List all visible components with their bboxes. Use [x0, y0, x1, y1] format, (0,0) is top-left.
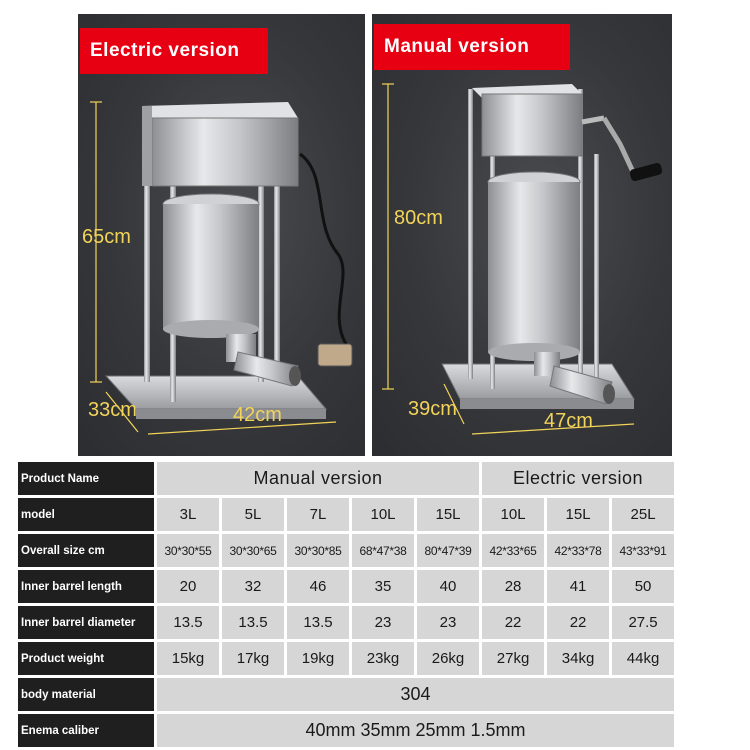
table-cell: 43*33*91 [612, 534, 674, 567]
manual-depth-dimension: 39cm [408, 398, 457, 420]
row-label: Overall size cm [18, 534, 154, 567]
table-cell: 15L [417, 498, 479, 531]
table-cell: 13.5 [222, 606, 284, 639]
table-cell: 34kg [547, 642, 609, 675]
table-cell: 23 [352, 606, 414, 639]
table-cell: 10L [482, 498, 544, 531]
table-cell: 30*30*85 [287, 534, 349, 567]
table-cell: 40 [417, 570, 479, 603]
electric-version-tag: Electric version [80, 28, 268, 74]
table-cell: 22 [547, 606, 609, 639]
electric-product-photo [78, 14, 365, 456]
manual-version-tag: Manual version [374, 24, 570, 70]
table-cell: 5L [222, 498, 284, 531]
manual-height-dimension: 80cm [394, 207, 443, 229]
row-label: body material [18, 678, 154, 711]
table-cell: 23kg [352, 642, 414, 675]
electric-width-dimension: 42cm [233, 404, 282, 426]
table-cell: 28 [482, 570, 544, 603]
table-cell: 30*30*65 [222, 534, 284, 567]
table-cell: 20 [157, 570, 219, 603]
manual-product-photo [372, 14, 672, 456]
table-cell: 35 [352, 570, 414, 603]
table-row-product-weight [18, 642, 674, 675]
table-cell: 42*33*78 [547, 534, 609, 567]
table-cell: 25L [612, 498, 674, 531]
table-cell: 15L [547, 498, 609, 531]
table-cell: 50 [612, 570, 674, 603]
table-cell: 22 [482, 606, 544, 639]
spec-table [15, 459, 677, 750]
table-cell: 41 [547, 570, 609, 603]
product-name-label: Product Name [18, 462, 154, 495]
row-label: Product weight [18, 642, 154, 675]
table-cell: 13.5 [157, 606, 219, 639]
body-material-value: 304 [157, 678, 674, 711]
table-cell: 26kg [417, 642, 479, 675]
table-row-enema-caliber [18, 714, 674, 747]
table-row-overall-size [18, 534, 674, 567]
table-row-model [18, 498, 674, 531]
table-cell: 27kg [482, 642, 544, 675]
table-row-barrel-diameter [18, 606, 674, 639]
table-cell: 3L [157, 498, 219, 531]
electric-depth-dimension: 33cm [88, 399, 137, 421]
table-cell: 30*30*55 [157, 534, 219, 567]
manual-version-header: Manual version [157, 462, 479, 495]
enema-caliber-value: 40mm 35mm 25mm 1.5mm [157, 714, 674, 747]
row-label: Inner barrel length [18, 570, 154, 603]
table-cell: 23 [417, 606, 479, 639]
table-cell: 10L [352, 498, 414, 531]
row-label: model [18, 498, 154, 531]
table-header-row [18, 462, 674, 495]
table-cell: 27.5 [612, 606, 674, 639]
table-cell: 32 [222, 570, 284, 603]
table-cell: 68*47*38 [352, 534, 414, 567]
table-row-body-material [18, 678, 674, 711]
electric-version-header: Electric version [482, 462, 674, 495]
row-label: Enema caliber [18, 714, 154, 747]
manual-width-dimension: 47cm [544, 410, 593, 432]
table-cell: 44kg [612, 642, 674, 675]
row-label: Inner barrel diameter [18, 606, 154, 639]
table-cell: 42*33*65 [482, 534, 544, 567]
table-cell: 13.5 [287, 606, 349, 639]
table-cell: 7L [287, 498, 349, 531]
table-cell: 19kg [287, 642, 349, 675]
table-cell: 15kg [157, 642, 219, 675]
manual-machine-illustration [372, 14, 672, 456]
table-row-barrel-length [18, 570, 674, 603]
table-cell: 17kg [222, 642, 284, 675]
table-cell: 80*47*39 [417, 534, 479, 567]
table-cell: 46 [287, 570, 349, 603]
electric-height-dimension: 65cm [82, 226, 131, 248]
